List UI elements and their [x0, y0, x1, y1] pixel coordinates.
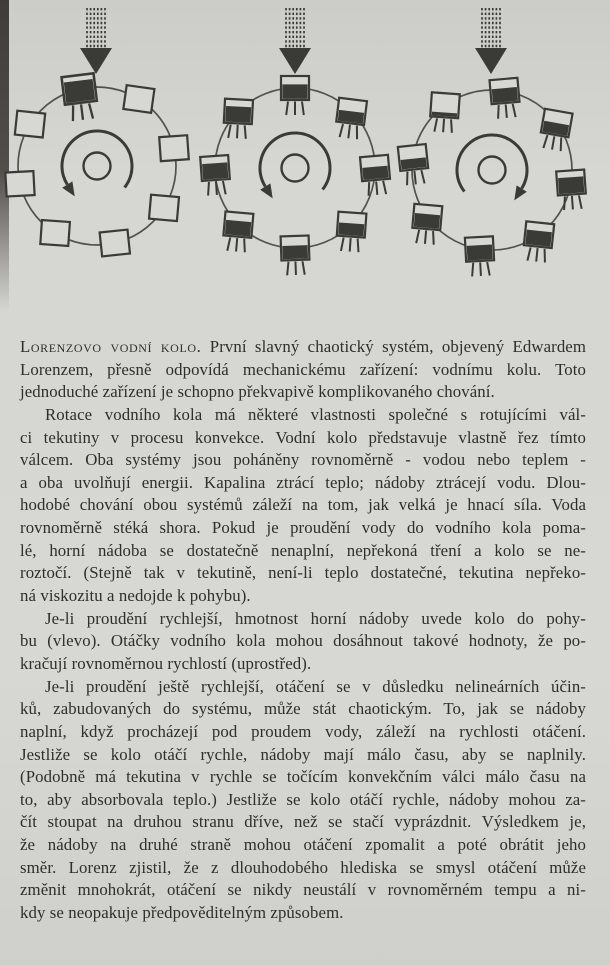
bucket: [490, 78, 521, 119]
drip-line: [302, 261, 304, 275]
drip-line: [383, 181, 386, 195]
bucket-body: [5, 171, 34, 196]
drip-line: [406, 172, 409, 186]
drip-line: [480, 262, 481, 275]
drip-line: [497, 105, 500, 119]
drip-line: [244, 125, 247, 139]
text-line: ků, zabudovaných do systému, může stát chaotickým. To, jak se nádoby: [20, 699, 586, 719]
bucket: [281, 76, 309, 115]
text-line: rovnoměrně stéká shora. Pokud je proudění vody do vodního kola poma-: [20, 518, 586, 538]
drip-line: [434, 118, 437, 132]
stream-arrowhead: [80, 48, 112, 74]
drip-line: [243, 239, 246, 253]
text-line: čít stoupat na druhou stranu dříve, než se stačí vyprázdnit. Výsledkem je,: [20, 812, 586, 832]
drip-line: [572, 196, 573, 209]
caption-lead: Lorenzovo vodní kolo.: [20, 337, 202, 356]
drip-line: [89, 103, 93, 119]
water-level: [282, 84, 307, 98]
drip-line: [559, 138, 563, 152]
drip-line: [81, 104, 83, 119]
text-line: a oba uvolňují energii. Kapalina ztrácí teplo; nádoby ztrácejí vodu. Dlou-: [20, 472, 586, 492]
water-stream-arrow: [80, 8, 112, 74]
drip-line: [543, 249, 546, 263]
water-level: [492, 87, 518, 103]
drip-line: [357, 239, 360, 253]
bucket: [465, 236, 495, 276]
bucket: [100, 230, 130, 257]
drip-line: [432, 231, 435, 245]
bucket: [336, 212, 367, 253]
text-line: Jestliže se kolo otáčí rychle, nádoby mají málo času, aby se naplnily.: [20, 744, 586, 764]
drip-line: [237, 125, 238, 138]
text-line: Je-li proudění ještě rychlejší, otáčení se v důsledku nelineárních účin-: [45, 676, 586, 696]
drip-line: [286, 102, 288, 116]
bucket: [159, 135, 189, 161]
drip-line: [579, 195, 582, 209]
caption-text: [20, 336, 586, 925]
water-stream-arrow: [475, 8, 507, 74]
hub: [282, 155, 309, 182]
bucket-body: [40, 220, 70, 246]
drip-line: [287, 262, 289, 276]
drip-line: [471, 263, 474, 277]
text-line: hodobé chování obou systémů záleží na tom, jak velká je hnací síla. Voda: [20, 495, 586, 515]
bucket-body: [100, 230, 130, 257]
bucket: [62, 73, 99, 121]
hub: [84, 153, 111, 180]
bucket-body: [159, 135, 189, 161]
text-line: bu (vlevo). Otáčky vodního kola mohou dosáhnout takové hodnoty, že po-: [20, 631, 586, 651]
water-stream-arrow: [279, 8, 311, 74]
drip-line: [350, 238, 351, 251]
drip-line: [376, 181, 377, 194]
drip-line: [355, 126, 358, 140]
drip-line: [425, 230, 426, 243]
water-level: [414, 213, 440, 229]
bucket: [15, 111, 45, 138]
text-line: směr. Lorenz zjistil, že z dlouhodobého hlediska se smysl otáčení může: [20, 857, 586, 877]
bucket: [522, 221, 554, 263]
text-line: že nádoby na druhé straně mohou otáčení zpomalit a poté obrátit jeho: [20, 835, 586, 855]
bucket: [411, 204, 442, 245]
bucket: [222, 211, 253, 252]
caption-lead-rest: První slavný chaotický systém, objevený Edwardem: [209, 337, 587, 356]
bucket: [200, 155, 231, 196]
water-level: [558, 176, 584, 194]
bucket: [281, 236, 310, 276]
drip-line: [563, 196, 566, 210]
water-level: [338, 223, 364, 237]
text-line: kračují rovnoměrnou rychlostí (uprostřed).: [20, 653, 312, 673]
text-line: ci tekutiny v procesu konvekce. Vodní kolo představuje vlastně řez tímto: [20, 427, 586, 447]
drip-line: [228, 124, 231, 138]
text-line: změnit mnohokrát, otáčení se nikdy neustálí v rovnoměrném tempu a ni-: [20, 880, 586, 900]
bucket-body: [15, 111, 45, 138]
drip-line: [414, 171, 415, 184]
bucket: [223, 99, 253, 139]
drip-line: [216, 181, 217, 194]
drip-line: [513, 104, 516, 118]
bucket-body: [149, 195, 179, 221]
text-line: jednoduché zařízení je schopno překvapivě komplikovaného chování.: [20, 382, 495, 402]
water-level: [202, 162, 228, 179]
bucket: [398, 144, 430, 186]
bucket: [123, 85, 154, 113]
drip-line: [527, 247, 530, 261]
drip-line: [340, 124, 343, 138]
drip-line: [71, 105, 75, 121]
drip-line: [302, 102, 304, 116]
bucket-body: [123, 85, 154, 113]
stream-arrowhead: [475, 48, 507, 74]
lorenz-waterwheel-figure: [0, 0, 610, 300]
water-level: [225, 220, 251, 237]
drip-line: [341, 237, 344, 251]
drip-line: [552, 136, 554, 149]
drip-line: [543, 135, 547, 149]
text-line: roztočí. (Stejně tak v tekutině, není-li teplo dostatečné, tekutina nepřeko-: [20, 563, 586, 583]
steady-rotation-wheel: [200, 8, 391, 275]
drip-line: [443, 119, 444, 132]
text-line: naplní, když procházejí pod proudem vody, záleží na rychlosti otáčení.: [20, 721, 586, 741]
water-level: [467, 245, 493, 261]
drip-line: [421, 170, 424, 184]
hub: [479, 157, 506, 184]
text-line: Je-li proudění rychlejší, hmotnost horní nádoby uvede kolo do pohy-: [45, 608, 586, 628]
drip-line: [487, 262, 490, 276]
water-level: [64, 79, 95, 103]
text-line: Lorenzem, přesně odpovídá mechanickému zařízení: vodnímu kolu. Toto: [20, 359, 586, 379]
text-line: válcem. Oba systémy jsou poháněny rovnoměrně - vodou nebo teplem -: [20, 450, 586, 470]
drip-line: [536, 248, 537, 261]
drip-line: [227, 237, 230, 251]
water-level: [362, 166, 388, 180]
text-line: to, aby absorbovala teplo.) Jestliže se kolo otáčí rychle, nádoby mohou za-: [20, 789, 586, 809]
chaotic-wheel: [398, 8, 587, 277]
bucket: [429, 92, 460, 133]
bucket: [334, 98, 367, 140]
water-level: [525, 230, 552, 247]
drip-line: [207, 182, 210, 196]
drip-line: [450, 119, 453, 133]
text-line: (Podobně má tekutina v rychle se točícím konvekčním válci málo času na: [20, 767, 586, 787]
text-line: Rotace vodního kola má některé vlastnosti společné s rotujícími vál-: [45, 404, 586, 424]
text-line: lé, horní nádoba se dostatečně nenaplní, nepřekoná tření a kolo se ne-: [20, 540, 586, 560]
text-line: kdy se neopakuje předpověditelným způsobem.: [20, 903, 344, 923]
slow-flow-wheel: [5, 8, 188, 256]
water-level: [225, 106, 251, 123]
stream-arrowhead: [279, 48, 311, 74]
drip-line: [223, 181, 226, 195]
bucket: [40, 220, 70, 246]
bucket: [5, 171, 34, 196]
drip-line: [236, 238, 237, 251]
drip-line: [506, 104, 507, 117]
bucket: [360, 155, 391, 196]
drip-line: [416, 230, 419, 244]
bucket: [149, 195, 179, 221]
text-line: [20, 336, 586, 359]
drip-line: [348, 125, 350, 138]
water-level: [282, 245, 308, 259]
text-line: ná viskozitu a nedojde k pohybu).: [20, 586, 251, 606]
bucket: [556, 170, 587, 211]
